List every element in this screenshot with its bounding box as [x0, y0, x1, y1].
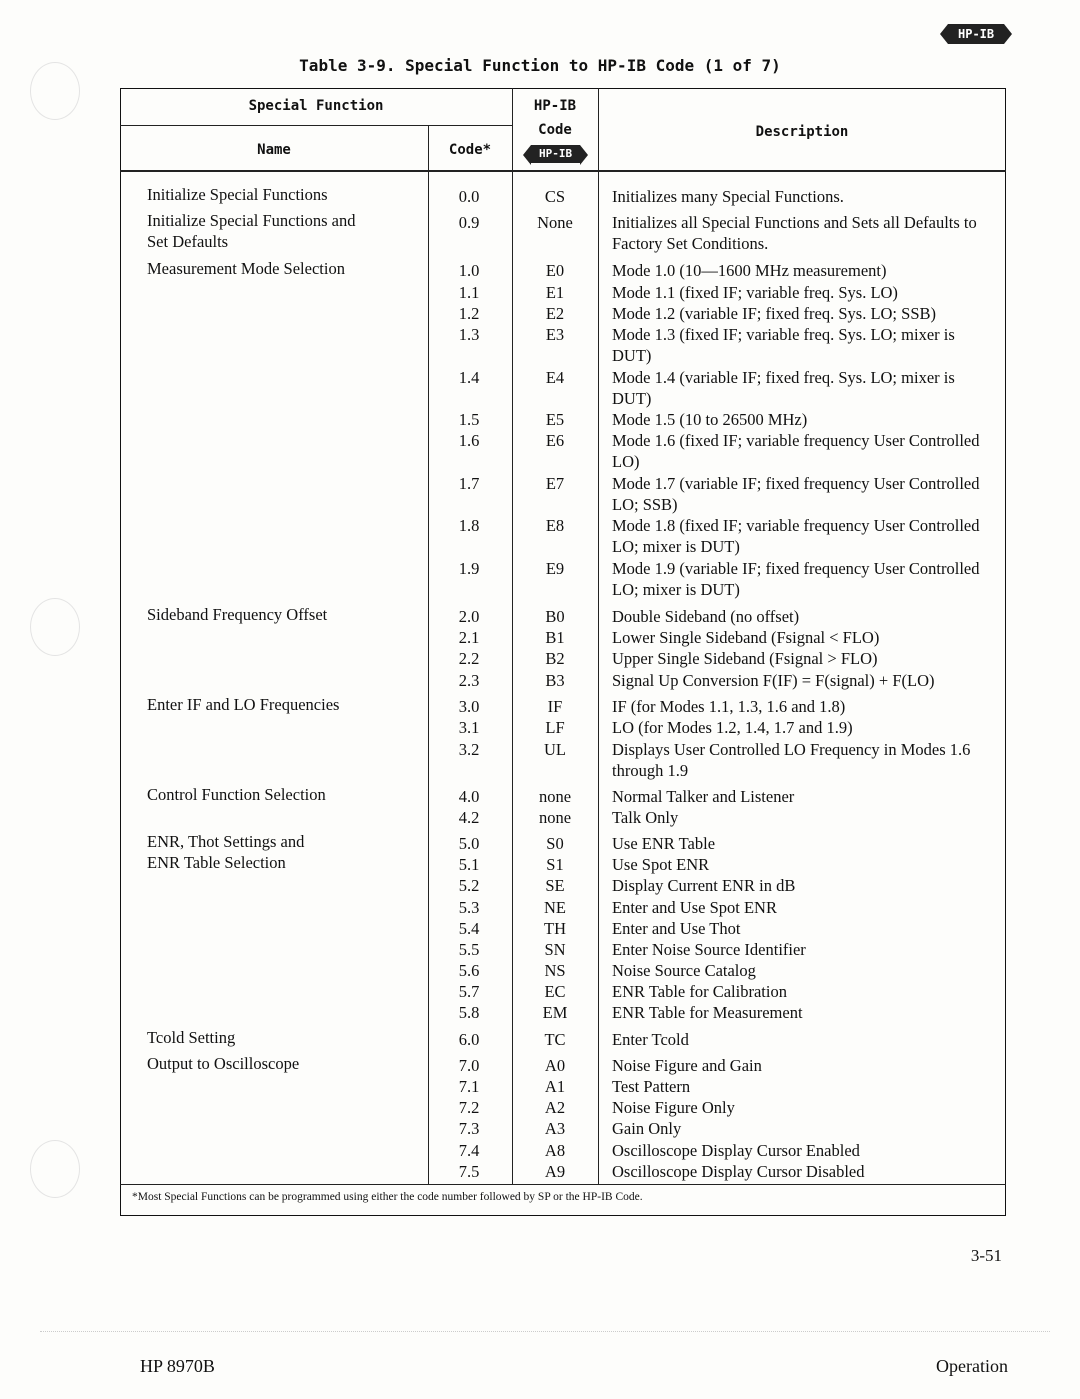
description-cell: Mode 1.3 (fixed IF; variable freq. Sys. LO; mixer is DUT): [612, 325, 955, 365]
description-cell: Enter and Use Spot ENR: [612, 898, 777, 917]
description-cell: Lower Single Sideband (Fsignal < FLO): [612, 628, 880, 647]
description-cell: Test Pattern: [612, 1077, 691, 1096]
code-cell: 5.3: [458, 898, 480, 917]
description-cell: Normal Talker and Listener: [612, 787, 795, 806]
code-cell: 5.7: [458, 982, 480, 1001]
footnote: *Most Special Functions can be programmed using either the code number followed by SP or the HP-IB Code.: [132, 1191, 643, 1203]
description-cell: Signal Up Conversion F(IF) = F(signal) + F(LO): [612, 671, 935, 690]
hpib-logo-icon: HP-IB: [531, 145, 580, 163]
hpib-code-cell: E0: [545, 261, 565, 280]
description-cell: Mode 1.1 (fixed IF; variable freq. Sys. LO): [612, 283, 898, 302]
code-cell: 2.3: [458, 671, 480, 690]
hpib-code-cell: CS: [544, 187, 566, 206]
code-cell: 1.7: [458, 474, 480, 493]
description-cell: Mode 1.9 (variable IF; fixed frequency User Controlled LO; mixer is DUT): [612, 559, 980, 599]
description-cell: Noise Figure and Gain: [612, 1056, 762, 1075]
description-cell: Mode 1.2 (variable IF; fixed freq. Sys. LO; SSB): [612, 304, 936, 323]
hpib-code-cell: none: [538, 808, 572, 827]
hpib-code-cell: NS: [544, 961, 566, 980]
function-name: Tcold Setting: [147, 1028, 236, 1047]
code-cell: 3.0: [458, 697, 480, 716]
hpib-code-cell: S1: [546, 855, 564, 874]
description-cell: Oscilloscope Display Cursor Disabled: [612, 1162, 865, 1181]
code-cell: 5.5: [458, 940, 480, 959]
code-cell: 1.1: [458, 283, 480, 302]
code-cell: 5.1: [458, 855, 480, 874]
header-hpib-line2: Code: [538, 122, 572, 138]
description-cell: Noise Source Catalog: [612, 961, 756, 980]
function-name: Measurement Mode Selection: [147, 259, 345, 278]
description-cell: Enter Tcold: [612, 1030, 689, 1049]
hpib-code-cell: E3: [545, 325, 565, 344]
function-name: Output to Oscilloscope: [147, 1054, 300, 1073]
hpib-code-cell: A8: [544, 1141, 566, 1160]
code-cell: 2.0: [458, 607, 480, 626]
header-special-function: Special Function: [248, 98, 384, 114]
function-name: Initialize Special Functions and Set Defaults: [147, 211, 356, 251]
hpib-code-cell: TC: [544, 1030, 566, 1049]
description-cell: LO (for Modes 1.2, 1.4, 1.7 and 1.9): [612, 718, 853, 737]
code-cell: 5.6: [458, 961, 480, 980]
function-name: ENR, Thot Settings and ENR Table Selection: [147, 832, 305, 872]
hpib-code-cell: S0: [546, 834, 564, 853]
code-cell: 5.2: [458, 876, 480, 895]
code-cell: 4.0: [458, 787, 480, 806]
hpib-code-cell: A2: [544, 1098, 566, 1117]
code-cell: 0.0: [458, 187, 480, 206]
description-cell: IF (for Modes 1.1, 1.3, 1.6 and 1.8): [612, 697, 846, 716]
function-name: Initialize Special Functions: [147, 185, 328, 204]
hpib-code-cell: A3: [544, 1119, 566, 1138]
description-cell: Initializes all Special Functions and Sets all Defaults to Factory Set Conditions.: [612, 213, 977, 253]
page-number: 3-51: [970, 1246, 1002, 1265]
description-cell: Use ENR Table: [612, 834, 716, 853]
description-cell: Mode 1.6 (fixed IF; variable frequency User Controlled LO): [612, 431, 980, 471]
description-cell: Mode 1.4 (variable IF; fixed freq. Sys. LO; mixer is DUT): [612, 368, 955, 408]
code-cell: 1.3: [458, 325, 480, 344]
code-cell: 1.2: [458, 304, 480, 323]
description-cell: Display Current ENR in dB: [612, 876, 796, 895]
code-cell: 1.4: [458, 368, 480, 387]
code-cell: 7.0: [458, 1056, 480, 1075]
description-cell: Oscilloscope Display Cursor Enabled: [612, 1141, 860, 1160]
footer-section: Operation: [936, 1356, 1008, 1376]
code-cell: 7.5: [458, 1162, 480, 1181]
code-cell: 2.1: [458, 628, 480, 647]
code-cell: 0.9: [458, 213, 480, 232]
code-cell: 3.2: [458, 740, 480, 759]
code-cell: 1.0: [458, 261, 480, 280]
code-cell: 1.5: [458, 410, 480, 429]
header-code: Code*: [448, 142, 492, 158]
hpib-code-cell: B3: [545, 671, 565, 690]
footer-model: HP 8970B: [140, 1356, 215, 1376]
code-cell: 3.1: [458, 718, 480, 737]
code-cell: 7.3: [458, 1119, 480, 1138]
description-cell: Mode 1.5 (10 to 26500 MHz): [612, 410, 808, 429]
hpib-code-cell: A0: [544, 1056, 566, 1075]
code-cell: 1.8: [458, 516, 480, 535]
hpib-code-cell: None: [537, 213, 573, 232]
hpib-code-cell: B0: [545, 607, 565, 626]
hpib-code-cell: E2: [545, 304, 565, 323]
description-cell: ENR Table for Measurement: [612, 1003, 803, 1022]
hpib-code-cell: E8: [545, 516, 565, 535]
hpib-code-cell: UL: [544, 740, 566, 759]
description-cell: Mode 1.7 (variable IF; fixed frequency User Controlled LO; SSB): [612, 474, 980, 514]
description-cell: ENR Table for Calibration: [612, 982, 787, 1001]
code-cell: 1.6: [458, 431, 480, 450]
code-cell: 6.0: [458, 1030, 480, 1049]
hpib-code-cell: E7: [545, 474, 565, 493]
description-cell: Enter Noise Source Identifier: [612, 940, 806, 959]
description-cell: Initializes many Special Functions.: [612, 187, 844, 206]
description-cell: Mode 1.8 (fixed IF; variable frequency User Controlled LO; mixer is DUT): [612, 516, 980, 556]
hpib-code-cell: E1: [545, 283, 565, 302]
hpib-code-cell: SE: [545, 876, 565, 895]
header-description: Description: [755, 124, 849, 140]
hpib-logo-icon: HP-IB: [948, 24, 1004, 44]
hpib-code-cell: E9: [545, 559, 565, 578]
code-cell: 4.2: [458, 808, 480, 827]
function-name: Sideband Frequency Offset: [147, 605, 328, 624]
code-cell: 5.8: [458, 1003, 480, 1022]
description-cell: Gain Only: [612, 1119, 682, 1138]
hpib-code-cell: B1: [545, 628, 565, 647]
hpib-code-cell: TH: [544, 919, 566, 938]
description-cell: Talk Only: [612, 808, 679, 827]
hpib-code-cell: B2: [545, 649, 565, 668]
description-cell: Mode 1.0 (10—1600 MHz measurement): [612, 261, 887, 280]
header-name: Name: [257, 142, 291, 158]
footer-divider: [40, 1331, 1050, 1332]
hpib-code-cell: A1: [544, 1077, 566, 1096]
code-cell: 2.2: [458, 649, 480, 668]
hpib-code-cell: LF: [545, 718, 565, 737]
code-cell: 5.4: [458, 919, 480, 938]
hpib-code-cell: E5: [545, 410, 565, 429]
code-cell: 7.1: [458, 1077, 480, 1096]
description-cell: Enter and Use Thot: [612, 919, 741, 938]
hpib-code-cell: E4: [545, 368, 565, 387]
hpib-code-cell: IF: [547, 697, 563, 716]
description-cell: Double Sideband (no offset): [612, 607, 800, 626]
hpib-code-cell: EC: [544, 982, 566, 1001]
code-cell: 7.2: [458, 1098, 480, 1117]
hpib-code-cell: EM: [542, 1003, 568, 1022]
description-cell: Noise Figure Only: [612, 1098, 735, 1117]
code-cell: 7.4: [458, 1141, 480, 1160]
hpib-code-cell: SN: [544, 940, 566, 959]
function-name: Control Function Selection: [147, 785, 326, 804]
table-title: Table 3-9. Special Function to HP-IB Code (1 of 7): [299, 56, 781, 75]
code-cell: 1.9: [458, 559, 480, 578]
hpib-code-cell: none: [538, 787, 572, 806]
function-name: Enter IF and LO Frequencies: [147, 695, 340, 714]
description-cell: Displays User Controlled LO Frequency in Modes 1.6 through 1.9: [612, 740, 971, 780]
description-cell: Upper Single Sideband (Fsignal > FLO): [612, 649, 878, 668]
hpib-code-cell: NE: [544, 898, 566, 917]
description-cell: Use Spot ENR: [612, 855, 710, 874]
code-cell: 5.0: [458, 834, 480, 853]
hpib-code-cell: A9: [544, 1162, 566, 1181]
hpib-code-cell: E6: [545, 431, 565, 450]
header-hpib-line1: HP-IB: [533, 98, 577, 114]
